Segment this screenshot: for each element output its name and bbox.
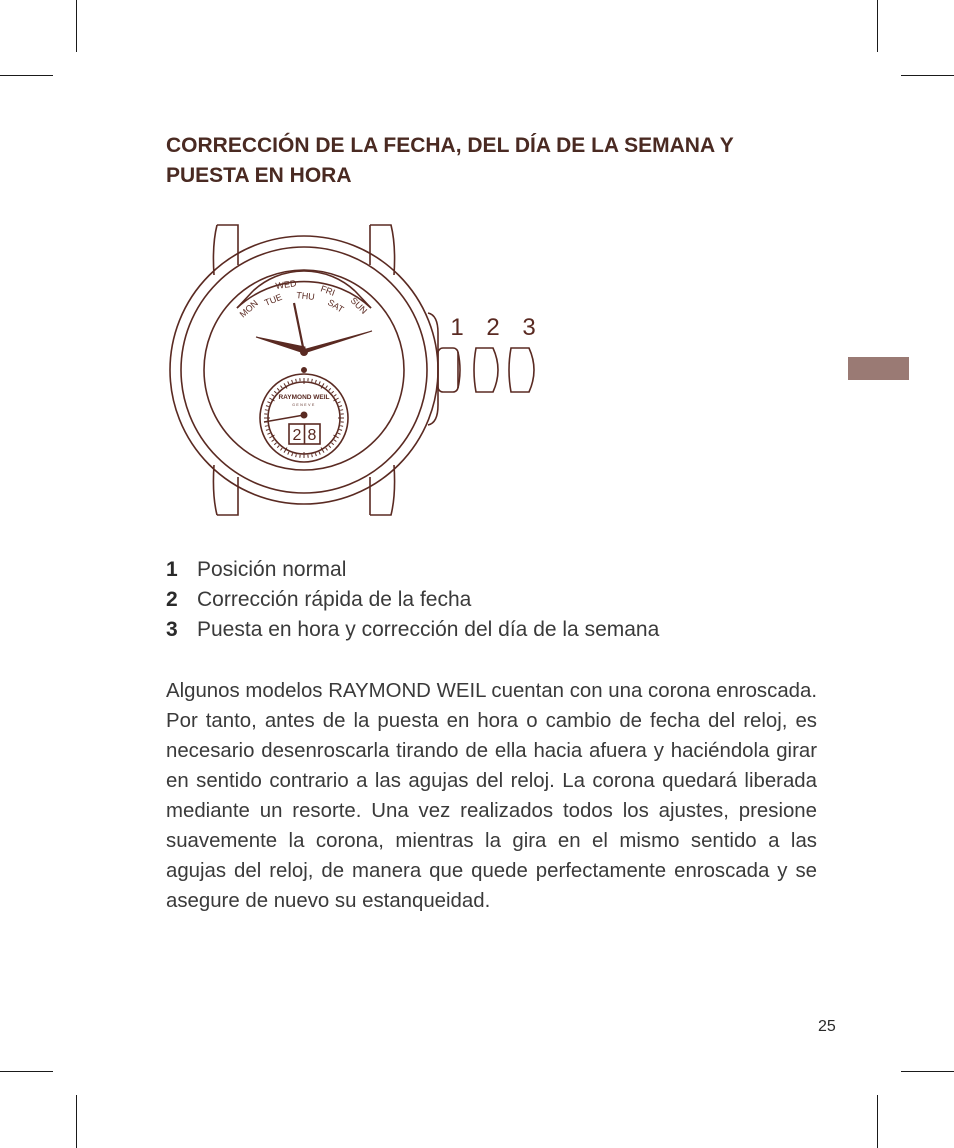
step-number: 2 [166,588,178,611]
subdial-tick [312,379,313,382]
page-title: CORRECCIÓN DE LA FECHA, DEL DÍA DE LA SEMANA Y PUESTA EN HORA [166,134,734,187]
subdial-tick [292,453,293,456]
subdial-tick [319,381,320,384]
subdial-tick [315,380,316,383]
list-item [166,615,806,645]
subdial-tick [319,452,320,455]
body-paragraph: Algunos modelos RAYMOND WEIL cuentan con una corona enroscada. Por tanto, antes de la puesta en hora o cambio de fecha del reloj, es necesario desenroscarla tirando de ella hacia afuera y haciéndola girar en sentido contrario a las agujas del reloj. La corona quedará liberada mediante un resorte. Una vez realizados todos los ajustes, presione suavemente la corona, mientras la gira en el mismo sentido a las agujas del reloj, de manera que quede perfectamente enroscada y se asegure de nuevo su estanqueidad. [166,680,817,912]
subdial-tick [340,426,343,427]
crop-mark-bottom-left-h [0,1071,53,1072]
subdial-tick [277,388,279,390]
weekday-wed: WED [274,278,298,291]
subdial-tick [338,402,341,403]
watch-illustration [160,215,560,525]
subdial-tick [331,443,333,445]
subdial-tick [340,410,343,411]
subdial-tick [280,448,282,450]
subdial-tick [296,454,297,457]
subdial-tick [280,386,282,388]
weekday-fri: FRI [319,283,337,298]
subdial-tick [288,452,289,455]
subdial-tick [326,386,328,388]
weekday-thu: THU [295,290,316,302]
crop-mark-top-right-h [901,75,954,76]
watch-drawing [160,215,560,525]
step-text: Corrección rápida de la fecha [197,588,472,611]
crop-mark-bottom-right-v [877,1095,878,1148]
crop-mark-bottom-right-h [901,1071,954,1072]
subdial-tick [288,381,289,384]
date-digit-units: 8 [307,427,317,444]
subdial-tick [338,433,341,434]
crop-mark-bottom-left-v [76,1095,77,1148]
weekday-tue: TUE [263,291,284,308]
crown-position-2-label: 2 [486,314,500,341]
crop-mark-top-left-h [0,75,53,76]
subdial-tick [277,445,279,447]
weekday-mon: MON [237,298,260,320]
step-text: Posición normal [197,558,347,581]
brand-logo-text: RAYMOND WEIL [278,394,330,401]
crop-mark-top-right-v [877,0,878,52]
subdial-tick [326,448,328,450]
subdial-tick [267,433,270,434]
subdial-tick [331,391,333,393]
subdial-tick [274,443,276,445]
crown-position-1-label: 1 [450,314,464,341]
crown-position-3-label: 3 [522,314,536,341]
list-item [166,555,806,585]
step-number: 3 [166,618,178,641]
subdial-tick [334,440,336,442]
subdial-tick [339,429,342,430]
subdial-tick [329,388,331,390]
step-text: Puesta en hora y corrección del día de la semana [197,618,660,641]
step-number: 1 [166,558,178,581]
page-number: 25 [818,1018,836,1035]
subdial-tick [272,394,274,396]
subdial-tick [334,394,336,396]
subdial-tick [265,410,268,411]
subdial-tick [266,429,269,430]
weekday-sun: SUN [348,295,370,316]
subdial-tick [329,445,331,447]
subdial-tick [296,379,297,382]
crop-mark-top-left-v [76,0,77,52]
subdial-tick [274,391,276,393]
subdial-tick [272,440,274,442]
subdial-tick [266,406,269,407]
subdial-tick [312,454,313,457]
subdial-tick [267,402,270,403]
subdial-tick [265,426,268,427]
subdial-tick [339,406,342,407]
list-item [166,585,806,615]
steps-list [166,555,806,645]
subdial-tick [292,380,293,383]
subdial-tick [315,453,316,456]
brand-sub-text: GENEVE [292,403,316,407]
weekday-sat: SAT [325,297,346,315]
date-digit-tens: 2 [292,427,302,444]
section-tab-marker [848,357,909,380]
